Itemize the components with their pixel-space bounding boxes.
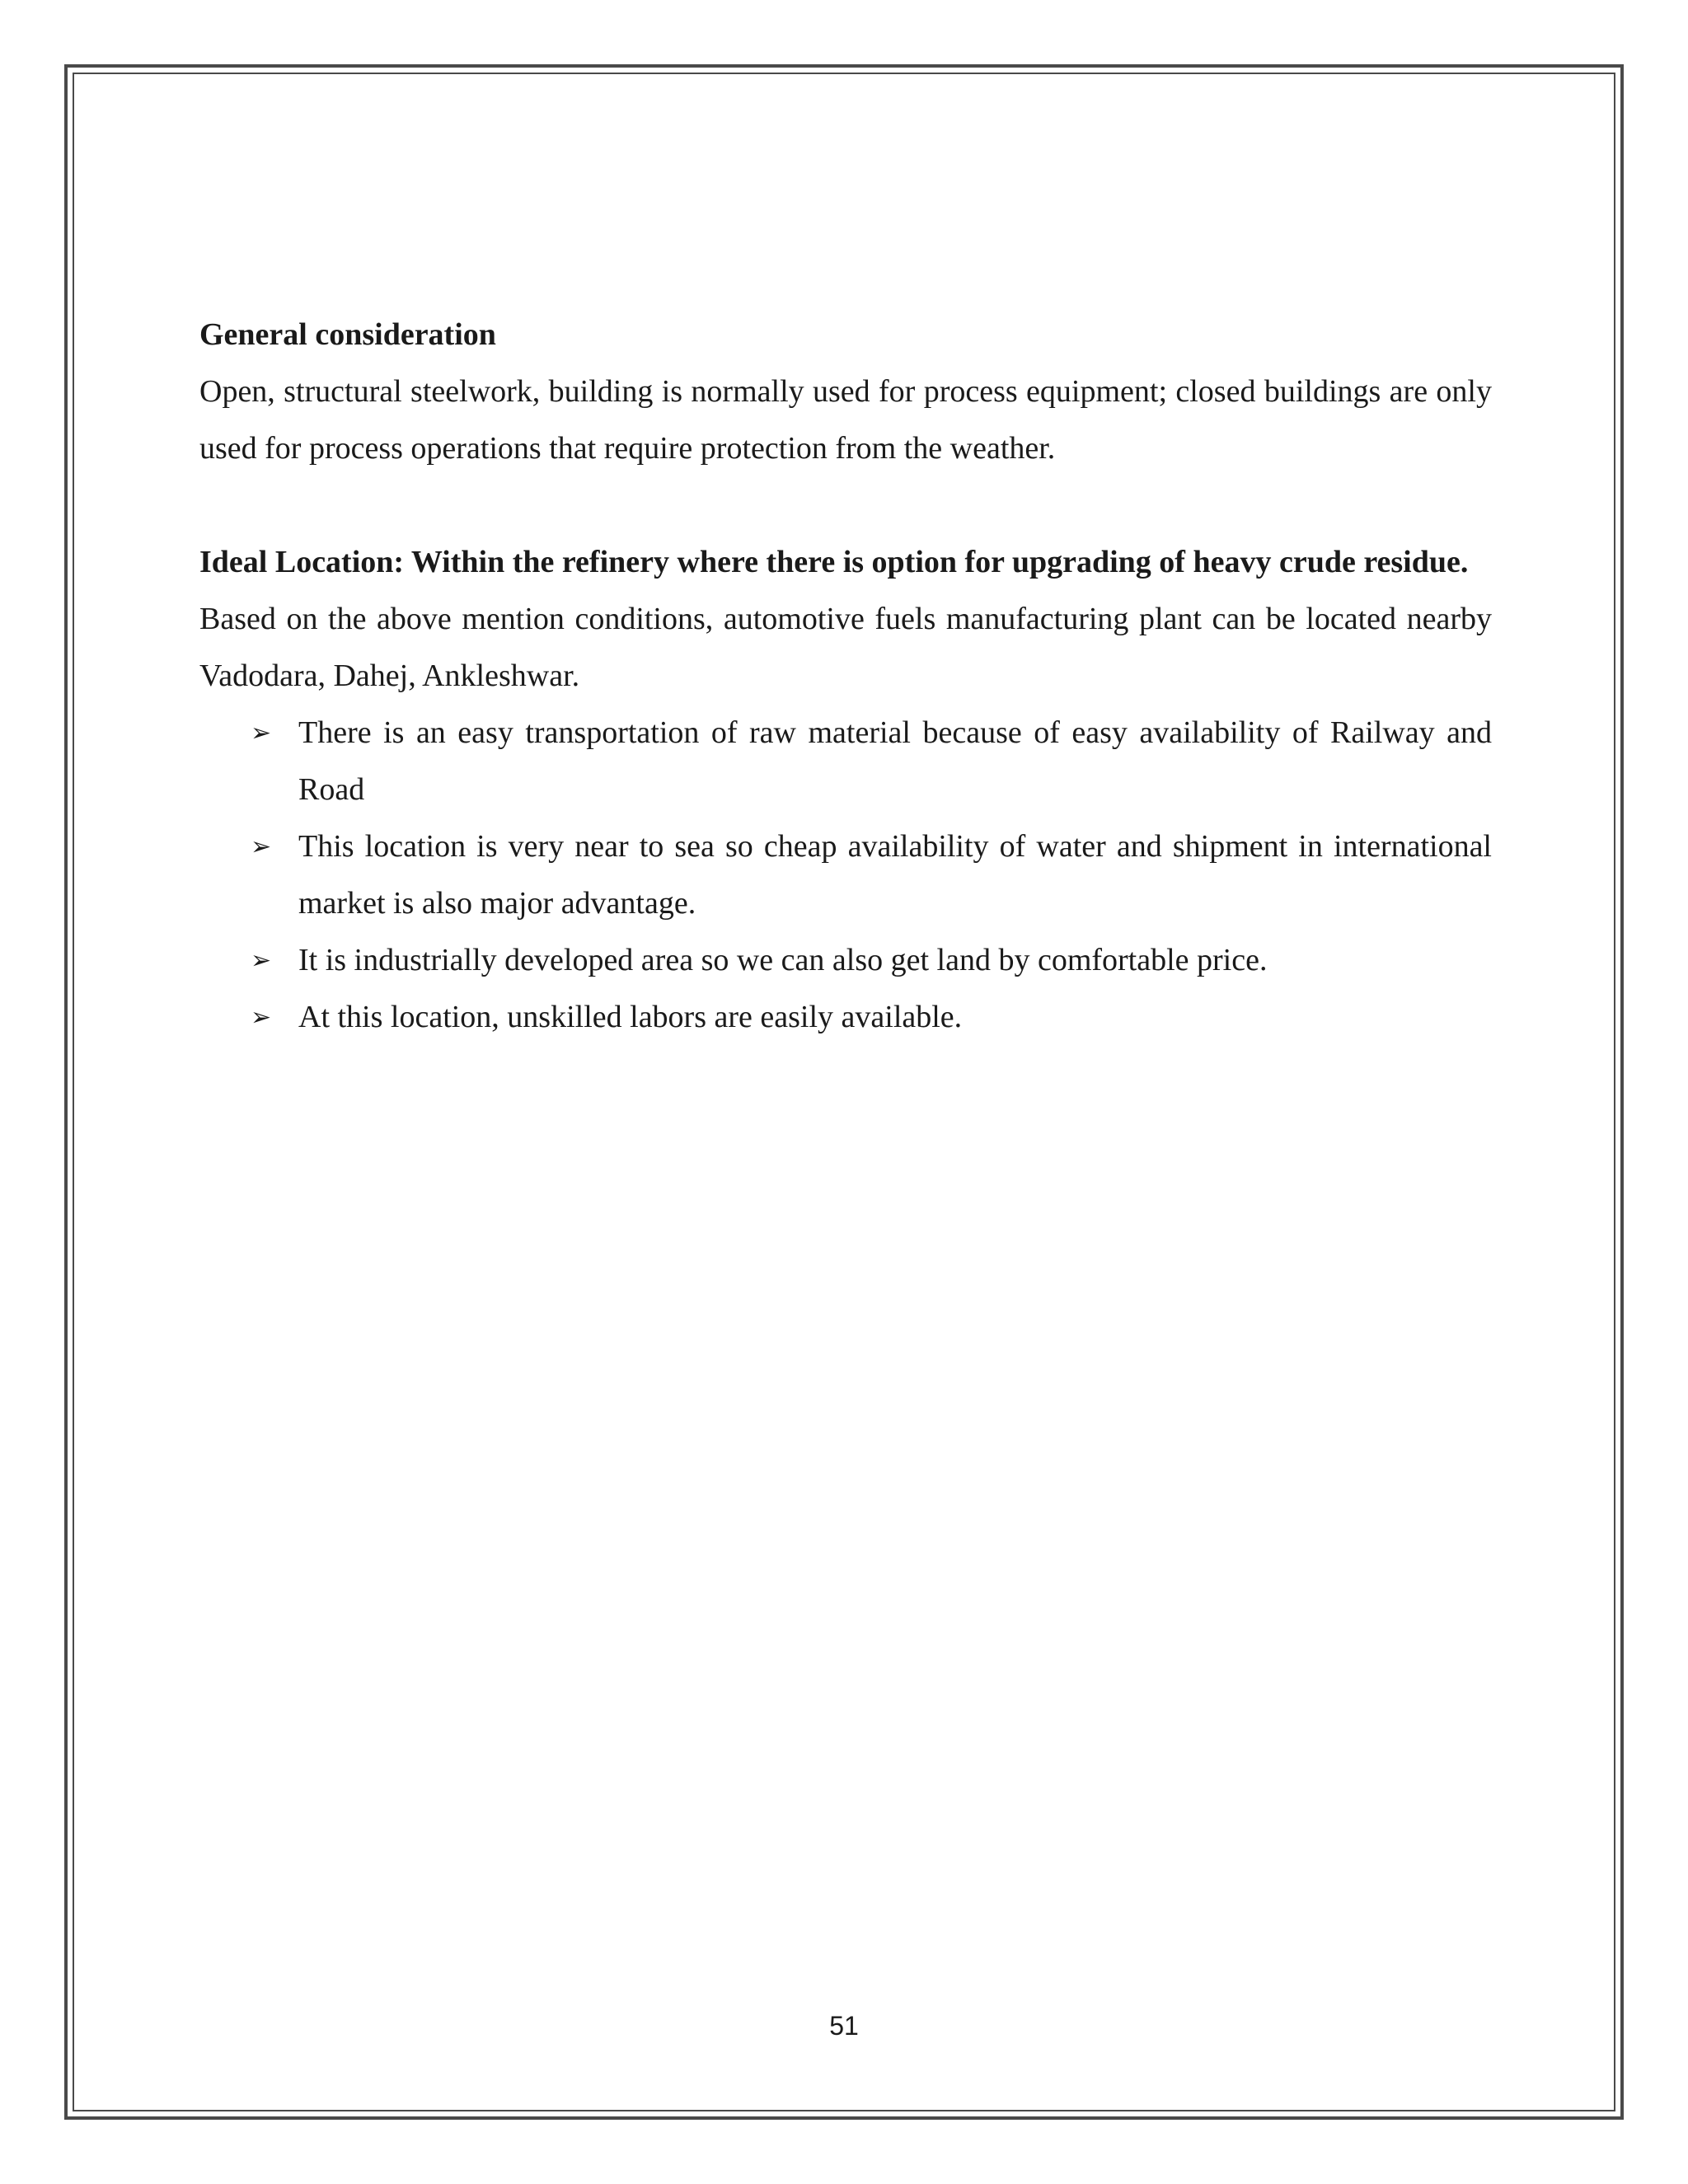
section-heading-general-consideration: General consideration xyxy=(199,317,496,352)
section-heading-ideal-location: Ideal Location: Within the refinery where there is option for upgrading of heavy crude residue. xyxy=(199,545,1469,579)
spacer xyxy=(199,477,1492,534)
list-item-text: It is industrially developed area so we can also get land by comfortable price. xyxy=(298,943,1268,977)
list-item-text: At this location, unskilled labors are easily available. xyxy=(298,1000,963,1034)
paragraph-ideal-location: Based on the above mention conditions, automotive fuels manufacturing plant can be located nearby Vadodara, Dahej, Ankleshwar. xyxy=(199,602,1492,693)
list-item xyxy=(199,705,1492,818)
list-item-text: This location is very near to sea so cheap availability of water and shipment in international market is also major advantage. xyxy=(298,829,1492,921)
list-item xyxy=(199,989,1492,1046)
arrowhead-bullet-icon: ➢ xyxy=(251,832,272,861)
list-item xyxy=(199,818,1492,932)
arrowhead-bullet-icon: ➢ xyxy=(251,946,272,975)
arrowhead-bullet-icon: ➢ xyxy=(251,719,272,748)
advantages-list xyxy=(199,705,1492,1046)
page-number: 51 xyxy=(829,2011,859,2041)
list-item xyxy=(199,932,1492,989)
paragraph-general-consideration: Open, structural steelwork, building is normally used for process equipment; closed buildings are only used for process operations that require protection from the weather. xyxy=(199,374,1492,466)
arrowhead-bullet-icon: ➢ xyxy=(251,1003,272,1032)
list-item-text: There is an easy transportation of raw material because of easy availability of Railway and Road xyxy=(298,715,1492,807)
page-content xyxy=(199,307,1492,1046)
